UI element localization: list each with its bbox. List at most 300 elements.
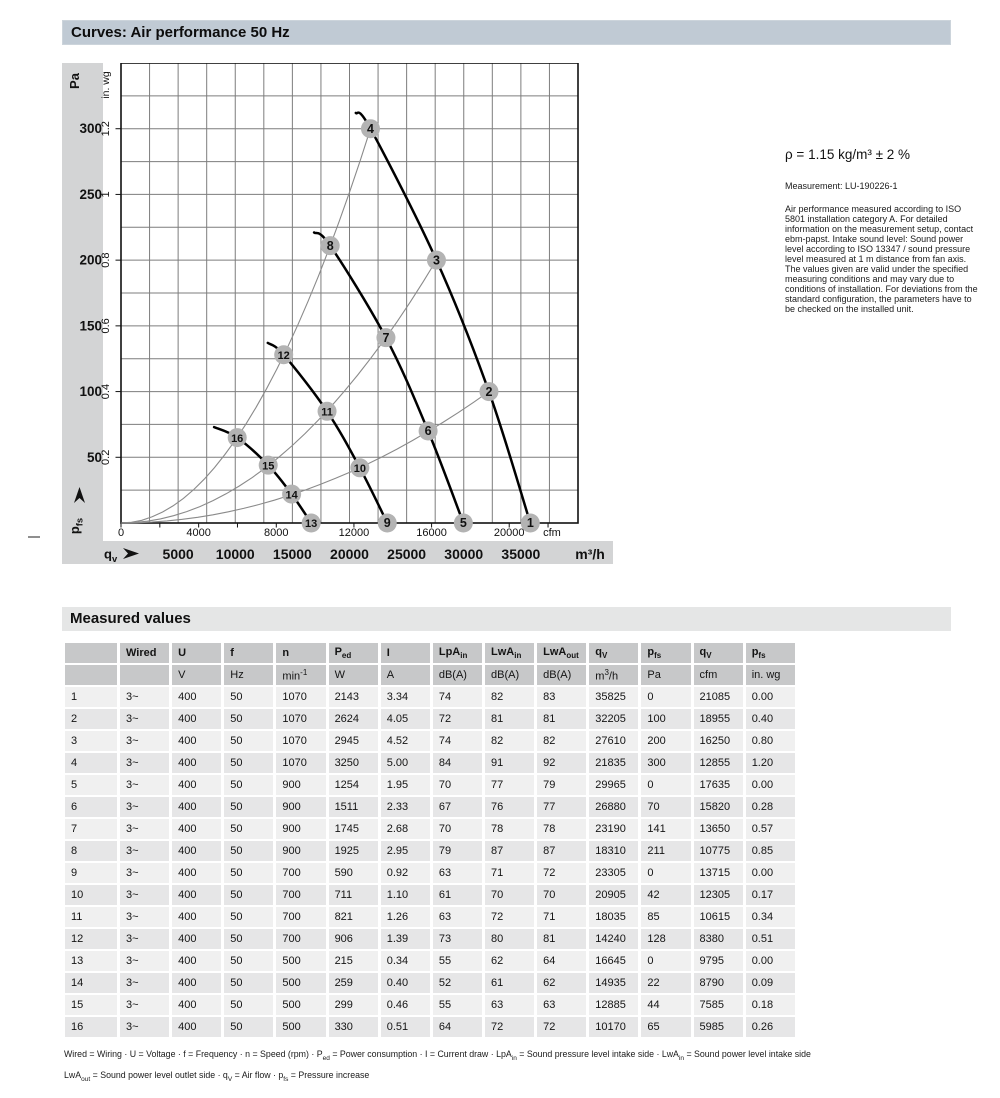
column-header: LpA$_{in}$ (433, 643, 482, 663)
column-header: U (172, 643, 221, 663)
measurement-id-note: Measurement: LU-190226-1 (785, 181, 898, 191)
table-cell: 82 (485, 687, 534, 707)
m3h-axis-unit: m³/h (575, 546, 605, 562)
table-cell: 1925 (329, 841, 378, 861)
table-cell: 0.09 (746, 973, 795, 993)
table-cell: 0.00 (746, 951, 795, 971)
table-cell: 71 (485, 863, 534, 883)
table-cell: 1070 (276, 731, 325, 751)
table-cell: 3~ (120, 863, 169, 883)
column-header: $P_{ed}$ (329, 643, 378, 663)
column-unit: in. wg (746, 665, 795, 685)
table-cell: 50 (224, 775, 273, 795)
table-cell: 0.00 (746, 863, 795, 883)
table-cell: 700 (276, 907, 325, 927)
table-cell: 3~ (120, 731, 169, 751)
table-cell: 4.52 (381, 731, 430, 751)
table-cell: 0 (641, 687, 690, 707)
column-unit: dB(A) (433, 665, 482, 685)
column-unit: Pa (641, 665, 690, 685)
inwg-axis-unit: in. wg (100, 71, 112, 99)
table-row (65, 731, 795, 751)
inwg-tick-label: 0.6 (100, 318, 112, 334)
table-cell: 77 (485, 775, 534, 795)
table-cell: 299 (329, 995, 378, 1015)
table-cell: 67 (433, 797, 482, 817)
table-cell: 5.00 (381, 753, 430, 773)
pfs-axis-label: $p_{fs}$ (67, 517, 85, 535)
table-cell: 81 (537, 929, 586, 949)
table-cell: 10615 (694, 907, 743, 927)
table-cell: 0.00 (746, 775, 795, 795)
marker-label-11: 11 (321, 406, 333, 419)
table-cell: 330 (329, 1017, 378, 1037)
table-row (65, 797, 795, 817)
table-cell: 70 (537, 885, 586, 905)
table-row (65, 907, 795, 927)
table-cell: 72 (537, 1017, 586, 1037)
table-cell: 3~ (120, 841, 169, 861)
table-cell: 29965 (589, 775, 638, 795)
table-cell: 300 (641, 753, 690, 773)
table-cell: 76 (485, 797, 534, 817)
table-cell: 64 (433, 1017, 482, 1037)
inwg-tick-label: 0.4 (100, 383, 112, 400)
pa-tick-label: 100 (79, 384, 102, 400)
table-cell: 32205 (589, 709, 638, 729)
column-header: n (276, 643, 325, 663)
table-row (65, 775, 795, 795)
table-cell: 50 (224, 929, 273, 949)
table-cell: 100 (641, 709, 690, 729)
table-cell: 400 (172, 973, 221, 993)
table-cell: 74 (433, 731, 482, 751)
cfm-tick-label: 8000 (264, 527, 289, 539)
marker-label-13: 13 (305, 518, 318, 531)
table-cell: 400 (172, 907, 221, 927)
table-cell: 18955 (694, 709, 743, 729)
table-row (65, 863, 795, 883)
column-unit: dB(A) (537, 665, 586, 685)
table-cell: 5985 (694, 1017, 743, 1037)
table-cell: 4 (65, 753, 117, 773)
column-unit: cfm (694, 665, 743, 685)
page-title-bar (62, 20, 951, 45)
table-cell: 23305 (589, 863, 638, 883)
table-cell: 78 (485, 819, 534, 839)
table-cell: 2945 (329, 731, 378, 751)
table-cell: 52 (433, 973, 482, 993)
table-cell: 50 (224, 885, 273, 905)
table-cell: 3~ (120, 775, 169, 795)
table-cell: 16 (65, 1017, 117, 1037)
table-cell: 1 (65, 687, 117, 707)
table-cell: 5 (65, 775, 117, 795)
table-cell: 77 (537, 797, 586, 817)
table-cell: 8 (65, 841, 117, 861)
column-header: $q_V$ (694, 643, 743, 663)
table-cell: 15820 (694, 797, 743, 817)
table-cell: 72 (537, 863, 586, 883)
column-unit: Hz (224, 665, 273, 685)
table-cell: 80 (485, 929, 534, 949)
inwg-tick-label: 1.2 (100, 121, 112, 137)
table-cell: 3~ (120, 995, 169, 1015)
table-cell: 13 (65, 951, 117, 971)
marker-label-4: 4 (366, 121, 374, 136)
table-cell: 3~ (120, 973, 169, 993)
table-cell: 72 (485, 1017, 534, 1037)
table-cell: 18035 (589, 907, 638, 927)
table-cell: 14935 (589, 973, 638, 993)
table-cell: 0.18 (746, 995, 795, 1015)
table-cell: 87 (485, 841, 534, 861)
marker-label-5: 5 (459, 516, 467, 531)
table-cell: 0.17 (746, 885, 795, 905)
table-cell: 10775 (694, 841, 743, 861)
table-cell: 81 (485, 709, 534, 729)
table-row (65, 951, 795, 971)
table-cell: 3.34 (381, 687, 430, 707)
table-row (65, 929, 795, 949)
table-cell: 500 (276, 973, 325, 993)
table-cell: 1511 (329, 797, 378, 817)
table-cell: 400 (172, 731, 221, 751)
table-cell: 4.05 (381, 709, 430, 729)
table-cell: 0.26 (746, 1017, 795, 1037)
table-cell: 9795 (694, 951, 743, 971)
column-header: $q_V$ (589, 643, 638, 663)
table-cell: 0.34 (381, 951, 430, 971)
table-cell: 10 (65, 885, 117, 905)
table-cell: 0.51 (746, 929, 795, 949)
table-cell: 22 (641, 973, 690, 993)
table-cell: 21085 (694, 687, 743, 707)
table-row (65, 687, 795, 707)
table-cell: 50 (224, 687, 273, 707)
table-cell: 82 (537, 731, 586, 751)
table-row (65, 885, 795, 905)
table-cell: 50 (224, 995, 273, 1015)
table-cell: 14240 (589, 929, 638, 949)
table-row (65, 841, 795, 861)
table-cell: 400 (172, 753, 221, 773)
table-cell: 0.00 (746, 687, 795, 707)
marker-label-9: 9 (383, 516, 391, 531)
table-cell: 0.40 (746, 709, 795, 729)
table-cell: 50 (224, 753, 273, 773)
table-cell: 62 (537, 973, 586, 993)
table-cell: 55 (433, 995, 482, 1015)
table-cell: 3~ (120, 753, 169, 773)
column-header: LwA$_{in}$ (485, 643, 534, 663)
table-cell: 700 (276, 885, 325, 905)
table-cell: 35825 (589, 687, 638, 707)
marker-label-3: 3 (432, 253, 440, 268)
table-cell: 82 (485, 731, 534, 751)
cfm-tick-label: 0 (117, 527, 125, 539)
column-unit: $m^3/h$ (589, 665, 638, 685)
table-cell: 400 (172, 775, 221, 795)
table-cell: 2143 (329, 687, 378, 707)
table-cell: 500 (276, 1017, 325, 1037)
cfm-tick-label: 4000 (186, 527, 211, 539)
table-cell: 1070 (276, 709, 325, 729)
table-cell: 16250 (694, 731, 743, 751)
table-cell: 2.33 (381, 797, 430, 817)
table-cell: 79 (537, 775, 586, 795)
column-unit (65, 665, 117, 685)
marker-label-1: 1 (526, 516, 534, 531)
table-row (65, 819, 795, 839)
table-cell: 63 (537, 995, 586, 1015)
table-cell: 2 (65, 709, 117, 729)
pa-tick-label: 150 (79, 318, 102, 334)
marker-label-6: 6 (424, 424, 432, 439)
marker-label-2: 2 (485, 384, 493, 399)
table-cell: 50 (224, 1017, 273, 1037)
table-cell: 400 (172, 885, 221, 905)
table-cell: 12305 (694, 885, 743, 905)
table-cell: 400 (172, 819, 221, 839)
table-cell: 1.39 (381, 929, 430, 949)
table-cell: 900 (276, 841, 325, 861)
table-cell: 50 (224, 863, 273, 883)
table-cell: 900 (276, 819, 325, 839)
table-cell: 1745 (329, 819, 378, 839)
inwg-tick-label: 0.2 (100, 449, 112, 465)
table-cell: 55 (433, 951, 482, 971)
table-cell: 3~ (120, 819, 169, 839)
column-unit: W (329, 665, 378, 685)
qv-axis-label: $q_v$ (104, 546, 118, 564)
pa-tick-label: 50 (86, 449, 102, 465)
table-cell: 12 (65, 929, 117, 949)
table-cell: 3~ (120, 797, 169, 817)
table-row (65, 1017, 795, 1037)
table-cell: 21835 (589, 753, 638, 773)
table-cell: 0 (641, 775, 690, 795)
marker-label-10: 10 (353, 463, 366, 475)
table-cell: 0.46 (381, 995, 430, 1015)
m3h-tick-label: 5000 (162, 546, 194, 562)
table-cell: 61 (485, 973, 534, 993)
table-cell: 7 (65, 819, 117, 839)
table-cell: 1.10 (381, 885, 430, 905)
cfm-tick-label: 20000 (493, 527, 525, 539)
table-cell: 27610 (589, 731, 638, 751)
table-cell: 900 (276, 775, 325, 795)
table-cell: 3~ (120, 951, 169, 971)
table-cell: 700 (276, 929, 325, 949)
table-cell: 400 (172, 1017, 221, 1037)
table-cell: 0.57 (746, 819, 795, 839)
pa-axis-unit: Pa (67, 73, 82, 89)
marker-label-8: 8 (326, 238, 334, 253)
table-cell: 1.26 (381, 907, 430, 927)
table-cell: 26880 (589, 797, 638, 817)
table-cell: 1.20 (746, 753, 795, 773)
table-cell: 50 (224, 907, 273, 927)
table-cell: 0.92 (381, 863, 430, 883)
measured-values-title: Measured values (70, 610, 191, 627)
table-cell: 70 (485, 885, 534, 905)
pa-tick-label: 300 (79, 121, 102, 137)
table-cell: 63 (433, 907, 482, 927)
table-cell: 8790 (694, 973, 743, 993)
table-cell: 3~ (120, 1017, 169, 1037)
table-cell: 0 (641, 951, 690, 971)
table-cell: 590 (329, 863, 378, 883)
table-cell: 3~ (120, 907, 169, 927)
table-cell: 78 (537, 819, 586, 839)
table-row (65, 995, 795, 1015)
table-cell: 400 (172, 797, 221, 817)
column-unit (120, 665, 169, 685)
table-cell: 3250 (329, 753, 378, 773)
table-cell: 215 (329, 951, 378, 971)
cfm-tick-label: 16000 (416, 527, 447, 539)
column-header: I (381, 643, 430, 663)
table-cell: 91 (485, 753, 534, 773)
table-cell: 900 (276, 797, 325, 817)
inwg-tick-label: 1 (100, 191, 112, 198)
table-cell: 72 (433, 709, 482, 729)
margin-tick (28, 536, 40, 538)
footnote-line: LwA$_{out}$ = Sound power level outlet side · $q_V$ = Air flow · $p_{fs}$ = Pressure increase (64, 1069, 370, 1083)
inwg-tick-label: 0.8 (100, 252, 112, 268)
table-cell: 8380 (694, 929, 743, 949)
table-cell: 400 (172, 929, 221, 949)
measurement-conditions-note: Air performance measured according to ISO 5801 installation category A. For detailed information on the measurement setup, contact ebm-papst. Intake sound level: Sound power level according to ISO 13347 / sound pressure level measured at 1 m distance from fan axis. The values given are valid under the specified measuring conditions and may vary due to conditions of installation. For deviations from the standard configuration, the parameters have to be checked on the installed unit. (785, 204, 978, 314)
column-unit: dB(A) (485, 665, 534, 685)
measured-values-table (62, 641, 798, 1039)
table-cell: 15 (65, 995, 117, 1015)
table-cell: 3 (65, 731, 117, 751)
table-cell: 711 (329, 885, 378, 905)
table-cell: 62 (485, 951, 534, 971)
table-cell: 23190 (589, 819, 638, 839)
table-cell: 0.34 (746, 907, 795, 927)
table-cell: 64 (537, 951, 586, 971)
table-cell: 81 (537, 709, 586, 729)
table-cell: 17635 (694, 775, 743, 795)
table-cell: 20905 (589, 885, 638, 905)
table-footnote (64, 1046, 984, 1088)
table-cell: 400 (172, 687, 221, 707)
pa-tick-label: 250 (79, 186, 102, 202)
m3h-tick-label: 30000 (444, 546, 484, 562)
m3h-tick-label: 35000 (501, 546, 541, 562)
table-row (65, 973, 795, 993)
column-unit: V (172, 665, 221, 685)
table-cell: 73 (433, 929, 482, 949)
measured-values-bar (62, 607, 951, 631)
table-cell: 12885 (589, 995, 638, 1015)
table-cell: 12855 (694, 753, 743, 773)
table-cell: 3~ (120, 929, 169, 949)
chart-notes (785, 147, 985, 314)
table-cell: 42 (641, 885, 690, 905)
table-cell: 65 (641, 1017, 690, 1037)
table-cell: 0.51 (381, 1017, 430, 1037)
table-cell: 70 (641, 797, 690, 817)
column-header: LwA$_{out}$ (537, 643, 586, 663)
table-cell: 7585 (694, 995, 743, 1015)
table-cell: 87 (537, 841, 586, 861)
m3h-tick-label: 10000 (215, 546, 255, 562)
table-cell: 13715 (694, 863, 743, 883)
table-units-row (65, 665, 795, 685)
column-header: $p_{fs}$ (746, 643, 795, 663)
table-cell: 1.95 (381, 775, 430, 795)
table-cell: 50 (224, 731, 273, 751)
table-cell: 50 (224, 973, 273, 993)
table-cell: 18310 (589, 841, 638, 861)
table-cell: 700 (276, 863, 325, 883)
m3h-tick-label: 25000 (387, 546, 427, 562)
table-cell: 63 (485, 995, 534, 1015)
column-unit: A (381, 665, 430, 685)
table-cell: 44 (641, 995, 690, 1015)
table-cell: 3~ (120, 709, 169, 729)
marker-label-7: 7 (382, 330, 390, 345)
table-cell: 71 (537, 907, 586, 927)
table-header-row (65, 643, 795, 663)
column-header: f (224, 643, 273, 663)
table-cell: 70 (433, 775, 482, 795)
table-cell: 200 (641, 731, 690, 751)
table-cell: 92 (537, 753, 586, 773)
table-cell: 211 (641, 841, 690, 861)
table-cell: 0.28 (746, 797, 795, 817)
table-cell: 0.85 (746, 841, 795, 861)
cfm-axis-unit: cfm (543, 527, 561, 539)
table-cell: 11 (65, 907, 117, 927)
footnote-line: Wired = Wiring · U = Voltage · f = Frequency · n = Speed $(rpm) \cdot P_{ed}$ = Power consumption · I = Current draw · LpA$_{in}$ = Sound pressure level intake side · LwA$_{in}$ = Sound power level intake side (64, 1049, 811, 1062)
table-cell: 1254 (329, 775, 378, 795)
table-cell: 141 (641, 819, 690, 839)
table-cell: 74 (433, 687, 482, 707)
table-cell: 50 (224, 819, 273, 839)
table-row (65, 753, 795, 773)
table-cell: 79 (433, 841, 482, 861)
table-cell: 6 (65, 797, 117, 817)
table-cell: 2.95 (381, 841, 430, 861)
table-cell: 400 (172, 863, 221, 883)
marker-label-15: 15 (262, 460, 275, 473)
table-cell: 906 (329, 929, 378, 949)
marker-label-16: 16 (231, 432, 244, 445)
table-cell: 14 (65, 973, 117, 993)
m3h-tick-label: 15000 (272, 546, 312, 562)
table-cell: 1070 (276, 687, 325, 707)
table-cell: 1070 (276, 753, 325, 773)
table-cell: 50 (224, 709, 273, 729)
table-cell: 400 (172, 841, 221, 861)
table-cell: 50 (224, 797, 273, 817)
pa-tick-label: 200 (79, 252, 102, 268)
air-performance-chart (62, 63, 620, 575)
table-cell: 3~ (120, 885, 169, 905)
column-header (65, 643, 117, 663)
marker-label-14: 14 (285, 489, 298, 502)
table-cell: 400 (172, 995, 221, 1015)
table-cell: 50 (224, 841, 273, 861)
table-cell: 72 (485, 907, 534, 927)
table-cell: 0.40 (381, 973, 430, 993)
table-cell: 63 (433, 863, 482, 883)
